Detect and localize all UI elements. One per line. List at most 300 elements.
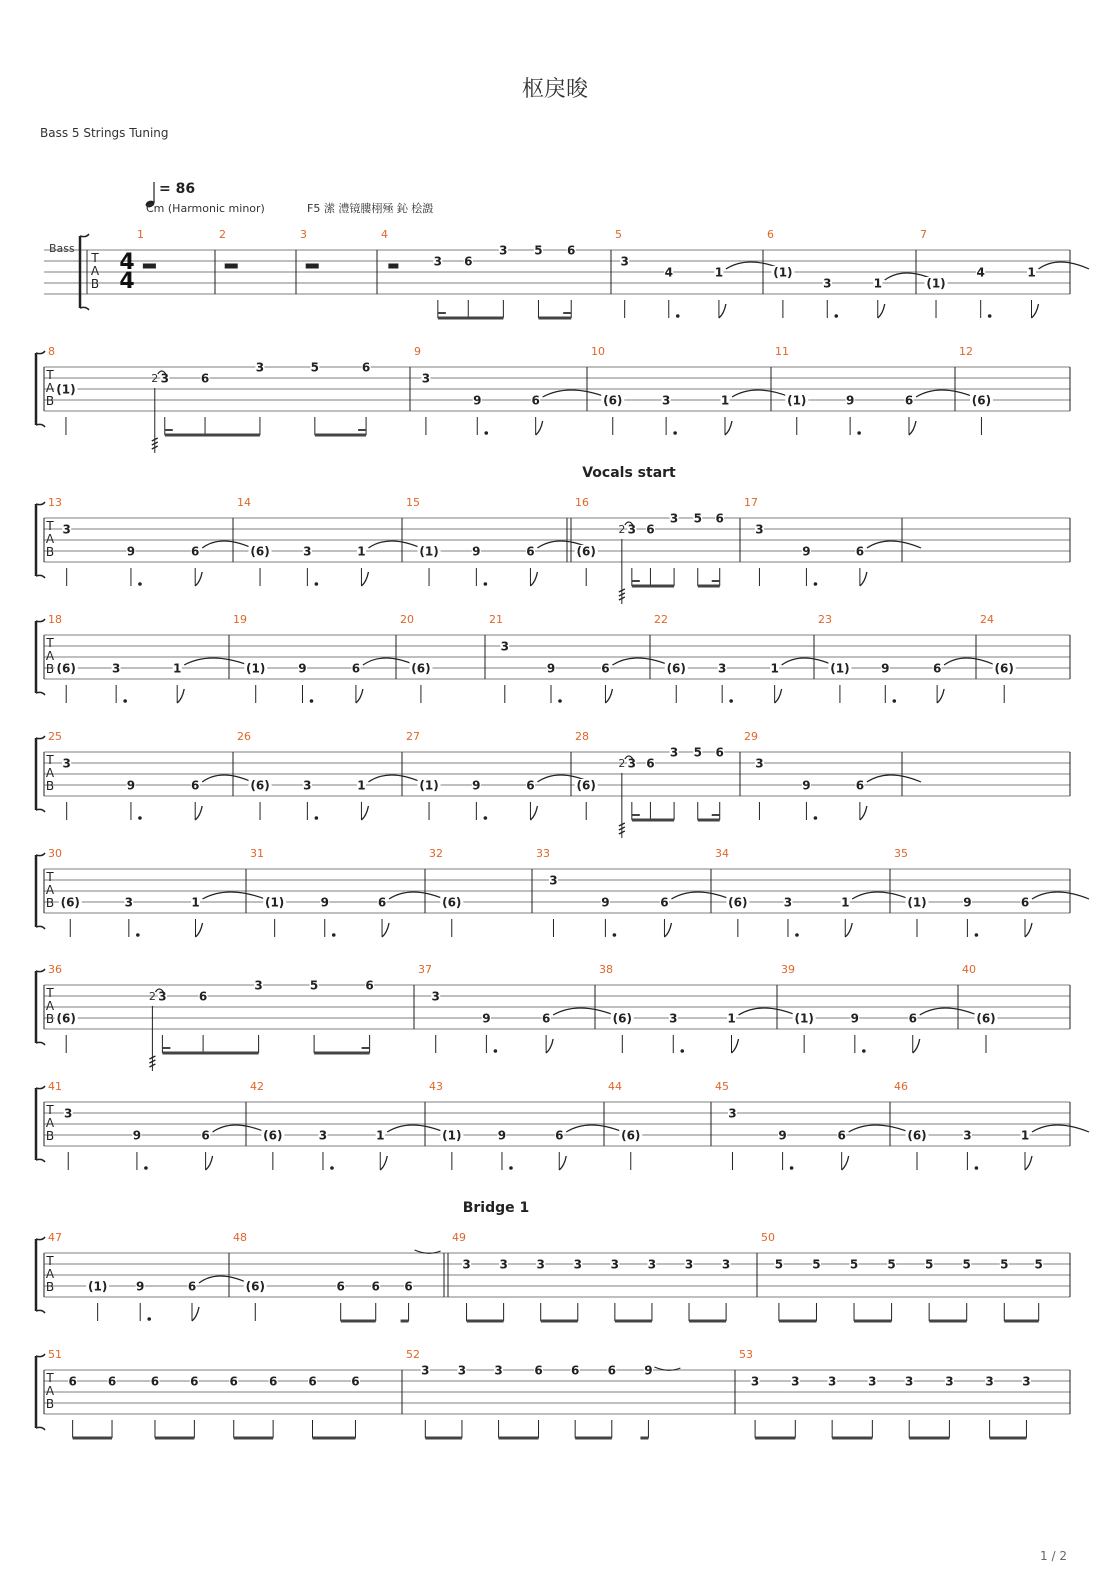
fret-number: (6) — [60, 895, 80, 910]
fret-number: 9 — [497, 1128, 507, 1143]
fret-number: 9 — [802, 544, 811, 559]
measure-number: 13 — [48, 496, 62, 509]
tab-clef-letter: B — [90, 277, 100, 291]
measure-number: 14 — [237, 496, 251, 509]
tab-clef-letter: B — [45, 662, 55, 676]
tab-clef-letter: B — [45, 545, 55, 559]
fret-number: 9 — [644, 1363, 653, 1378]
measure-number: 18 — [48, 613, 62, 626]
measure-number: 43 — [429, 1080, 443, 1093]
tab-clef-letter: B — [45, 394, 55, 408]
measure-number: 8 — [48, 345, 55, 358]
tie-arc — [1039, 262, 1090, 269]
fret-number: 3 — [549, 873, 558, 888]
fret-number: (6) — [245, 1279, 265, 1294]
grace-fret-number: 2 — [151, 372, 159, 385]
eighth-flag — [732, 1039, 739, 1053]
measure-number: 30 — [48, 847, 62, 860]
tab-system — [44, 228, 1089, 318]
measure — [45, 730, 252, 820]
fret-number: 3 — [421, 1363, 430, 1378]
instrument-label: Bass — [49, 242, 75, 255]
fret-number: 3 — [431, 989, 440, 1004]
measure-number: 39 — [781, 963, 795, 976]
eighth-flag — [361, 572, 368, 586]
measure-number: 23 — [818, 613, 832, 626]
dot — [123, 699, 127, 703]
fret-number: 9 — [132, 1128, 142, 1143]
tab-clef-letter: T — [46, 1371, 54, 1385]
fret-number: 3 — [755, 522, 764, 537]
eighth-flag — [913, 1039, 920, 1053]
tie-arc — [199, 1276, 248, 1283]
section-bridge-1: Bridge 1 — [462, 1200, 530, 1216]
measure — [980, 613, 1016, 703]
eighth-flag — [356, 689, 363, 703]
measure-number: 10 — [591, 345, 605, 358]
song-title: 枢戾晙 — [521, 77, 589, 102]
eighth-flag — [1032, 304, 1039, 318]
tie-arc — [203, 892, 266, 899]
fret-number: 6 — [908, 1011, 917, 1026]
tab-system — [36, 963, 1070, 1071]
fret-number: 6 — [567, 243, 576, 258]
tie-arc — [389, 892, 444, 899]
tie-arc — [1032, 892, 1089, 899]
grace-fret-number: 2 — [148, 990, 156, 1003]
key-signature: Cm (Harmonic minor) — [146, 202, 265, 215]
measure — [45, 345, 371, 453]
eighth-flag — [719, 304, 726, 318]
measure-number: 32 — [429, 847, 443, 860]
tab-clef-letter: B — [45, 1129, 55, 1143]
fret-number: 9 — [320, 895, 329, 910]
fret-number: 6 — [660, 895, 669, 910]
fret-number: 5 — [309, 978, 319, 993]
fret-number: 1 — [376, 1128, 385, 1143]
fret-number: 6 — [198, 989, 208, 1004]
fret-number: 6 — [377, 895, 387, 910]
measure — [959, 345, 993, 435]
fret-number: 6 — [365, 978, 374, 993]
time-signature-bottom: 4 — [119, 269, 135, 294]
measure-number: 26 — [237, 730, 251, 743]
tuning-note: F5 潆 澧镜膢栩殛 鈊 桧譭 — [307, 202, 434, 215]
tempo-value: = 86 — [159, 181, 196, 197]
fret-number: 6 — [570, 1363, 580, 1378]
fret-number: 3 — [669, 511, 679, 526]
tab-clef-letter: A — [45, 766, 55, 780]
fret-number: (1) — [907, 895, 927, 910]
eighth-flag — [382, 923, 389, 937]
fret-number: 1 — [173, 661, 182, 676]
fret-number: (6) — [728, 895, 748, 910]
measure-number: 15 — [406, 496, 420, 509]
fret-number: (1) — [787, 393, 807, 408]
tie-arc — [739, 1008, 797, 1015]
fret-number: 6 — [531, 393, 540, 408]
measure-number: 53 — [739, 1348, 753, 1361]
fret-number: 6 — [932, 661, 942, 676]
eighth-flag — [878, 304, 885, 318]
measure-number: 19 — [233, 613, 247, 626]
fret-number: 3 — [160, 371, 169, 386]
fret-number: 6 — [541, 1011, 551, 1026]
fret-number: (6) — [250, 778, 270, 793]
measure — [45, 1080, 265, 1170]
fret-number: 9 — [850, 1011, 860, 1026]
measure — [715, 1080, 909, 1170]
measure — [400, 613, 432, 703]
eighth-flag — [937, 689, 944, 703]
fret-number: 3 — [791, 1374, 800, 1389]
eighth-flag — [530, 806, 537, 820]
fret-number: 6 — [855, 544, 865, 559]
half-rest — [225, 264, 238, 269]
measure-number: 25 — [48, 730, 62, 743]
dot — [975, 1166, 979, 1170]
measure-number: 11 — [775, 345, 789, 358]
dot — [484, 582, 488, 586]
fret-number: 3 — [303, 778, 312, 793]
fret-number: 6 — [404, 1279, 413, 1294]
measure — [418, 963, 614, 1053]
fret-number: 1 — [873, 276, 882, 291]
fret-number: 5 — [962, 1257, 971, 1272]
fret-number: 3 — [462, 1257, 471, 1272]
eighth-flag — [605, 689, 612, 703]
fret-number: 3 — [62, 756, 71, 771]
half-rest — [143, 264, 156, 269]
fret-number: 3 — [1022, 1374, 1031, 1389]
measure — [219, 228, 238, 269]
fret-number: 6 — [464, 254, 473, 269]
tab-system — [36, 345, 1070, 453]
fret-number: 9 — [601, 895, 610, 910]
measure — [739, 1348, 1031, 1438]
fret-number: 3 — [433, 254, 443, 269]
measure — [300, 228, 319, 269]
dot — [484, 816, 488, 820]
dot — [315, 582, 319, 586]
tab-clef-letter: T — [46, 1103, 54, 1117]
tab-clef-letter: A — [45, 999, 55, 1013]
measure — [775, 345, 974, 435]
fret-number: 1 — [1020, 1128, 1030, 1143]
fret-number: 3 — [717, 661, 727, 676]
dot — [147, 1317, 151, 1321]
fret-number: (1) — [773, 265, 793, 280]
measure-number: 29 — [744, 730, 758, 743]
tie-arc — [867, 775, 921, 782]
measure — [406, 730, 590, 820]
tie-arc — [732, 390, 790, 397]
tie-arc — [1032, 1125, 1089, 1132]
half-rest — [388, 264, 398, 269]
fret-number: 3 — [111, 661, 121, 676]
fret-number: 5 — [887, 1257, 896, 1272]
measure — [615, 228, 782, 318]
tab-systems — [36, 228, 1089, 1438]
fret-number: 6 — [308, 1374, 317, 1389]
fret-number: (6) — [250, 544, 270, 559]
measure-number: 20 — [400, 613, 414, 626]
tab-clef-letter: T — [46, 1254, 54, 1268]
fret-number: 3 — [303, 544, 312, 559]
fret-number: 9 — [298, 661, 307, 676]
fret-number: 1 — [714, 265, 724, 280]
dot — [676, 314, 680, 318]
section-vocals-start: Vocals start — [582, 465, 676, 481]
measure — [381, 228, 576, 318]
tab-clef-letter: T — [46, 368, 54, 382]
tab-clef-letter: A — [45, 1384, 55, 1398]
tab-clef-letter: B — [45, 779, 55, 793]
fret-number: 6 — [607, 1363, 616, 1378]
fret-number: (6) — [56, 661, 76, 676]
measure-number: 17 — [744, 496, 758, 509]
eighth-flag — [536, 421, 543, 435]
measure-number: 31 — [250, 847, 264, 860]
fret-number: 3 — [868, 1374, 877, 1389]
measure-number: 24 — [980, 613, 994, 626]
tie-arc — [368, 541, 421, 548]
eighth-flag — [196, 923, 203, 937]
fret-number: 3 — [783, 895, 793, 910]
eighth-flag — [664, 923, 671, 937]
dot — [729, 699, 733, 703]
measure — [429, 1080, 623, 1170]
fret-number: 3 — [124, 895, 134, 910]
eighth-flag — [177, 689, 184, 703]
measure-number: 38 — [599, 963, 613, 976]
fret-number: 6 — [646, 522, 655, 537]
fret-number: 3 — [755, 756, 764, 771]
fret-number: 3 — [494, 1363, 503, 1378]
measure — [429, 847, 463, 937]
fret-number: 6 — [646, 756, 655, 771]
fret-number: (6) — [603, 393, 623, 408]
measure — [45, 496, 252, 586]
fret-number: 6 — [904, 393, 914, 408]
tie-arc — [213, 1125, 265, 1132]
fret-number: 3 — [728, 1106, 737, 1121]
dot — [315, 816, 319, 820]
tab-clef-letter: A — [45, 532, 55, 546]
measure — [608, 1080, 642, 1170]
dot — [330, 1166, 334, 1170]
tab-clef-letter: T — [91, 251, 99, 265]
tie-arc — [916, 390, 974, 397]
measure-number: 45 — [715, 1080, 729, 1093]
measure-number: 3 — [300, 228, 307, 241]
fret-number: 6 — [555, 1128, 564, 1143]
fret-number: 6 — [107, 1374, 117, 1389]
fret-number: 6 — [715, 745, 724, 760]
fret-number: 3 — [669, 1011, 678, 1026]
tab-clef-letter: T — [46, 870, 54, 884]
measure-number: 4 — [381, 228, 388, 241]
fret-number: (6) — [971, 393, 992, 408]
fret-number: 9 — [482, 1011, 491, 1026]
fret-number: 3 — [721, 1257, 731, 1272]
measure — [45, 1231, 248, 1321]
measure-number: 46 — [894, 1080, 908, 1093]
measure — [536, 847, 730, 937]
tie-arc — [849, 1125, 909, 1132]
dot — [332, 933, 336, 937]
fret-number: 9 — [472, 778, 481, 793]
fret-number: (1) — [830, 661, 850, 676]
measure-number: 28 — [575, 730, 589, 743]
fret-number: 6 — [191, 778, 200, 793]
fret-number: 3 — [669, 745, 679, 760]
fret-number: 3 — [684, 1257, 694, 1272]
fret-number: 3 — [750, 1374, 760, 1389]
fret-number: 4 — [664, 265, 673, 280]
fret-number: 9 — [126, 778, 136, 793]
measure — [452, 1231, 731, 1321]
fret-number: 6 — [715, 511, 724, 526]
measure-number: 51 — [48, 1348, 62, 1361]
fret-number: (6) — [612, 1011, 632, 1026]
tie-arc — [543, 390, 606, 397]
fret-number: (1) — [794, 1011, 814, 1026]
fret-number: 9 — [546, 661, 556, 676]
measure — [575, 496, 725, 604]
measure — [414, 345, 606, 435]
dot — [136, 933, 140, 937]
dot — [975, 933, 979, 937]
fret-number: 5 — [1034, 1257, 1043, 1272]
fret-number: 1 — [720, 393, 730, 408]
fret-number: 3 — [823, 276, 832, 291]
dot — [834, 314, 838, 318]
measure — [761, 1231, 1043, 1321]
fret-number: 1 — [727, 1011, 736, 1026]
fret-number: (6) — [442, 895, 462, 910]
fret-number: 1 — [841, 895, 850, 910]
measure — [406, 496, 590, 586]
measure — [237, 730, 421, 820]
measure-number: 47 — [48, 1231, 62, 1244]
measure — [45, 613, 248, 703]
measure — [233, 613, 415, 703]
measure — [45, 963, 374, 1071]
measure-number: 27 — [406, 730, 420, 743]
measure-number: 50 — [761, 1231, 775, 1244]
fret-number: 6 — [371, 1279, 380, 1294]
fret-number: 9 — [802, 778, 811, 793]
fret-number: 1 — [1027, 265, 1036, 280]
fret-number: (6) — [621, 1128, 641, 1143]
fret-number: (6) — [576, 778, 596, 793]
dot — [988, 314, 992, 318]
time-signature-top: 4 — [119, 250, 135, 275]
dot — [484, 431, 488, 435]
fret-number: 6 — [200, 371, 210, 386]
fret-number: (6) — [907, 1128, 927, 1143]
fret-number: 6 — [150, 1374, 160, 1389]
tab-clef-letter: T — [46, 636, 54, 650]
eighth-flag — [860, 572, 867, 586]
eighth-flag — [380, 1156, 387, 1170]
fret-number: 3 — [627, 522, 637, 537]
eighth-flag — [1025, 923, 1032, 937]
measure — [250, 1080, 444, 1170]
fret-number: 9 — [881, 661, 890, 676]
measure-number: 36 — [48, 963, 62, 976]
measure-number: 33 — [536, 847, 550, 860]
measure — [654, 613, 833, 703]
fret-number: 6 — [534, 1363, 543, 1378]
fret-number: (6) — [994, 661, 1014, 676]
dot — [494, 1049, 498, 1053]
fret-number: 3 — [627, 756, 637, 771]
fret-number: 9 — [136, 1279, 145, 1294]
measure — [591, 345, 790, 435]
measure — [767, 228, 935, 318]
fret-number: 6 — [68, 1374, 77, 1389]
eighth-flag — [195, 572, 202, 586]
measure-number: 12 — [959, 345, 973, 358]
dot — [795, 933, 799, 937]
fret-number: 9 — [473, 393, 482, 408]
fret-number: 6 — [190, 1374, 199, 1389]
tab-clef-letter: T — [46, 519, 54, 533]
fret-number: 3 — [254, 978, 263, 993]
tie-arc — [920, 1008, 977, 1015]
measure-number: 44 — [608, 1080, 622, 1093]
tie-arc — [566, 1125, 623, 1132]
fret-number: (1) — [926, 276, 946, 291]
fret-number: 5 — [849, 1257, 859, 1272]
measure — [233, 1231, 441, 1321]
measure — [962, 963, 998, 1053]
measure — [781, 963, 977, 1053]
fret-number: (6) — [576, 544, 596, 559]
fret-number: 3 — [64, 1106, 73, 1121]
eighth-flag — [860, 806, 867, 820]
measure-number: 1 — [137, 228, 144, 241]
tie-arc — [867, 541, 921, 548]
measure — [894, 1080, 1089, 1170]
fret-number: 6 — [336, 1279, 345, 1294]
measure-number: 42 — [250, 1080, 264, 1093]
fret-number: 3 — [62, 522, 71, 537]
fret-number: 9 — [778, 1128, 787, 1143]
tie-arc — [184, 658, 248, 665]
tab-system — [36, 1231, 1070, 1321]
fret-number: (6) — [666, 661, 686, 676]
eighth-flag — [361, 806, 368, 820]
fret-number: (1) — [419, 778, 439, 793]
measure — [744, 496, 921, 586]
fret-number: 9 — [126, 544, 136, 559]
fret-number: (1) — [87, 1279, 108, 1294]
tab-clef-letter: A — [45, 649, 55, 663]
fret-number: 9 — [472, 544, 481, 559]
tie-arc — [363, 658, 415, 665]
tab-system — [36, 1080, 1089, 1170]
dot — [138, 582, 142, 586]
tie-arc — [368, 775, 421, 782]
fret-number: 5 — [924, 1257, 934, 1272]
tie-arc — [852, 892, 909, 899]
tie-arc — [387, 1125, 444, 1132]
tie-arc — [671, 892, 730, 899]
dot — [814, 816, 818, 820]
